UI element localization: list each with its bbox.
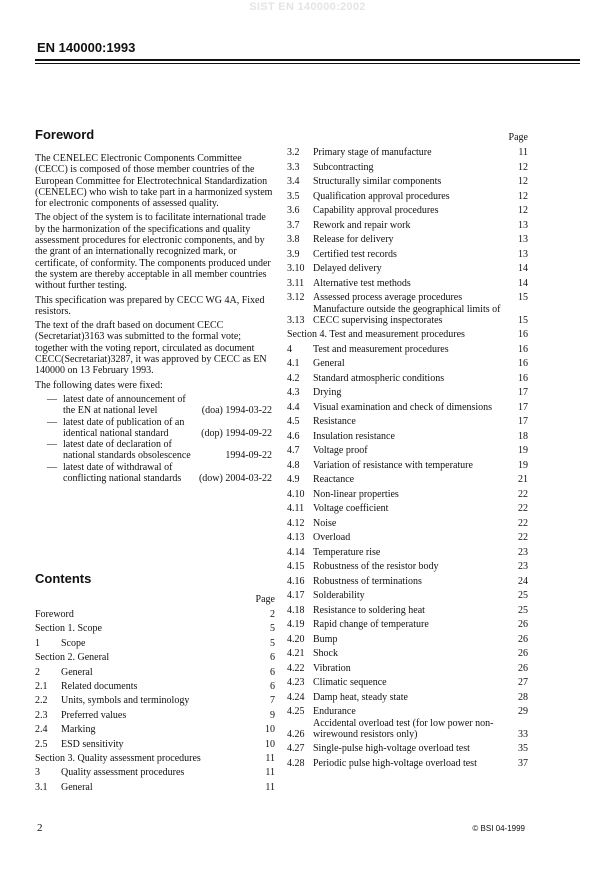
toc-entry-title: Damp heat, steady state [313,691,408,703]
toc-entry-number: 4.1 [287,358,300,370]
toc-entry-title: Reactance [313,474,355,486]
toc-entry-number: 2.3 [35,709,48,721]
toc-entry[interactable] [35,606,275,620]
toc-entry-number: 3.11 [287,277,305,289]
toc-entry-page: 6 [270,666,275,678]
toc-entry[interactable] [287,231,528,246]
toc-entry-title: Noise [313,517,337,529]
toc-entry-number: 4.21 [287,648,305,660]
toc-entry-title: Primary stage of manufacture [313,147,432,159]
dash-bullet: — [47,439,57,451]
dash-bullet: — [47,416,57,428]
copyright: © BSI 04-1999 [472,824,525,833]
toc-entry-title: Single-pulse high-voltage overload test [313,743,470,755]
toc-entry[interactable] [35,635,275,649]
date-label: latest date of declaration of national standards obsolescence [63,439,191,462]
foreword-paragraph: The CENELEC Electronic Components Committee (CECC) is composed of those member countries of the European Committee for Electrotechnical Standardization (CENELEC) who wish to take part in a harmonized system for electronic components of assessed quality. [35,153,273,210]
toc-entry-title: Standard atmospheric conditions [313,372,445,384]
toc-entry-title: Units, symbols and terminology [61,695,190,707]
toc-entry-page: 24 [518,575,528,587]
toc-entry-number: 4.18 [287,604,305,616]
document-id: EN 140000:1993 [37,40,136,55]
dash-bullet: — [47,393,57,405]
toc-entry-page: 12 [518,205,528,217]
toc-entry[interactable] [287,529,528,544]
toc-entry[interactable] [287,616,528,631]
toc-entry[interactable] [287,740,528,755]
toc-entry-number: 2.1 [35,681,48,693]
contents-list-left [35,606,275,793]
toc-entry-number: 2.5 [35,738,48,750]
toc-entry-title: Qualification approval procedures [313,190,450,202]
toc-entry-title: Section 2. General [35,652,110,664]
toc-entry[interactable] [287,674,528,689]
toc-entry-number: 4.3 [287,387,300,399]
page-number: 2 [37,822,43,834]
toc-entry-page: 13 [518,248,528,260]
toc-entry-page: 14 [518,277,528,289]
toc-entry-title: Preferred values [61,709,127,721]
toc-entry[interactable] [287,515,528,530]
toc-entry-number: 3.3 [287,161,300,173]
toc-entry-page: 22 [518,488,528,500]
toc-entry-page: 2 [270,609,275,621]
toc-entry-number: 4.25 [287,706,305,718]
toc-entry-number: 4.28 [287,757,305,769]
date-value: (dop) 1994-09-22 [201,427,272,439]
toc-entry-page: 19 [518,459,528,471]
contents-continued [287,131,528,769]
toc-entry[interactable] [287,144,528,159]
page-column-label: Page [255,594,275,605]
toc-entry-number: 2.4 [35,724,48,736]
date-item [35,462,275,485]
date-value: (doa) 1994-03-22 [201,405,272,417]
toc-entry-page: 12 [518,161,528,173]
toc-entry-title: Structurally similar components [313,176,442,188]
toc-entry-title: Subcontracting [313,161,374,173]
toc-entry-number: 4.27 [287,743,305,755]
toc-entry-page: 15 [518,292,528,304]
toc-entry-title: General [313,358,345,370]
toc-entry-number: 4.10 [287,488,305,500]
toc-entry[interactable] [287,188,528,203]
toc-entry[interactable] [35,721,275,735]
toc-entry[interactable] [287,587,528,602]
toc-entry[interactable] [287,442,528,457]
toc-entry-page: 26 [518,619,528,631]
toc-entry[interactable] [287,573,528,588]
toc-entry[interactable] [287,326,528,341]
toc-entry-page: 25 [518,590,528,602]
toc-entry-title: ESD sensitivity [61,738,124,750]
toc-entry-page: 22 [518,517,528,529]
toc-entry-title: Section 4. Test and measurement procedures [287,329,465,341]
date-item [35,439,275,462]
page-column-label: Page [508,132,528,143]
toc-entry-number: 4.9 [287,474,300,486]
toc-entry[interactable] [287,544,528,559]
toc-entry[interactable] [287,355,528,370]
toc-entry-page: 6 [270,652,275,664]
toc-entry-page: 16 [518,329,528,341]
toc-entry-title: Endurance [313,706,356,718]
toc-entry-page: 26 [518,648,528,660]
toc-entry-number: 4.15 [287,561,305,573]
toc-entry-page: 29 [518,706,528,718]
toc-entry-number: 3.2 [287,147,300,159]
toc-entry[interactable] [287,384,528,399]
toc-entry-number: 4.6 [287,430,300,442]
toc-entry[interactable] [287,471,528,486]
toc-entry-title: Rapid change of temperature [313,619,429,631]
toc-entry-title: Overload [313,532,351,544]
toc-entry-number: 3.8 [287,234,300,246]
toc-entry-title: Vibration [313,662,351,674]
toc-entry[interactable] [287,173,528,188]
toc-entry[interactable] [35,678,275,692]
toc-entry-title: Visual examination and check of dimensions [313,401,493,413]
toc-entry[interactable] [35,750,275,764]
toc-entry[interactable] [35,764,275,778]
date-value: (dow) 2004-03-22 [198,473,272,485]
toc-entry[interactable] [287,457,528,472]
toc-entry[interactable] [35,779,275,793]
toc-entry-number: 2.2 [35,695,48,707]
header-rule [35,59,580,61]
toc-entry-title: Bump [313,633,338,645]
toc-entry-title: Rework and repair work [313,219,411,231]
toc-entry[interactable] [287,370,528,385]
toc-entry-title: Variation of resistance with temperature [313,459,473,471]
toc-entry[interactable] [287,703,528,718]
foreword-paragraph: This specification was prepared by CECC WG 4A, Fixed resistors. [35,294,265,317]
toc-entry[interactable] [287,718,528,741]
toc-entry-page: 35 [518,743,528,755]
toc-entry-number: 3.6 [287,205,300,217]
toc-entry[interactable] [287,755,528,770]
toc-entry-number: 4 [287,343,292,355]
toc-entry-number: 4.13 [287,532,305,544]
toc-entry-page: 16 [518,358,528,370]
toc-entry-title: Insulation resistance [313,430,395,442]
toc-entry[interactable] [287,275,528,290]
toc-entry-number: 1 [35,637,40,649]
toc-entry[interactable] [287,217,528,232]
toc-entry-title: Shock [313,648,338,660]
toc-entry-number: 4.8 [287,459,300,471]
toc-entry-page: 10 [265,724,275,736]
toc-entry[interactable] [35,692,275,706]
foreword-paragraph: The object of the system is to facilitate international trade by the harmonization of the specifications and quality assessment procedures for electronic components, and by the grant of an internationally recognized mark, or certificate, of conformity. The components produced under the system are thereby acceptable in all member countries without further testing. [35,212,271,292]
toc-entry-number: 4.26 [287,728,305,740]
toc-entry[interactable] [287,660,528,675]
toc-entry-number: 2 [35,666,40,678]
toc-entry[interactable] [287,246,528,261]
toc-entry-page: 21 [518,474,528,486]
toc-entry-page: 5 [270,623,275,635]
foreword-paragraph: The text of the draft based on document CECC (Secretariat)3163 was submitted to the formal vote; together with the voting report, circulated as document CECC(Secretariat)3287, it was approved by CECC as EN 140000 on 13 February 1993. [35,320,267,377]
toc-entry-page: 11 [265,781,275,793]
toc-entry-page: 25 [518,604,528,616]
toc-entry-page: 17 [518,387,528,399]
toc-entry-page: 22 [518,503,528,515]
foreword-heading: Foreword [35,127,95,142]
toc-entry[interactable] [35,707,275,721]
toc-entry-title: Alternative test methods [313,277,411,289]
header-rule-thin [35,63,580,64]
toc-entry[interactable] [287,500,528,515]
toc-entry[interactable] [287,428,528,443]
contents-heading: Contents [35,571,92,586]
toc-entry-title: Robustness of terminations [313,575,422,587]
toc-entry-number: 4.5 [287,416,300,428]
toc-entry[interactable] [287,645,528,660]
toc-entry-number: 4.17 [287,590,305,602]
toc-entry[interactable] [287,631,528,646]
toc-entry-page: 16 [518,372,528,384]
toc-entry[interactable] [287,260,528,275]
toc-entry-page: 37 [518,757,528,769]
dash-bullet: — [47,461,57,473]
foreword-section [35,126,275,484]
toc-entry-page: 12 [518,176,528,188]
contents-list-right [287,144,528,769]
toc-entry-number: 3.5 [287,190,300,202]
toc-entry-number: 3.9 [287,248,300,260]
date-item [35,394,275,417]
date-value: 1994-09-22 [225,450,272,462]
toc-entry-number: 4.16 [287,575,305,587]
toc-entry-title: Assessed process average procedures [313,292,463,304]
watermark: SIST EN 140000:2002 [249,1,366,13]
toc-entry-page: 12 [518,190,528,202]
toc-entry-title: Solderability [313,590,365,602]
toc-entry-number: 3.7 [287,219,300,231]
toc-entry-title: Quality assessment procedures [61,767,185,779]
toc-entry-number: 3.1 [35,781,48,793]
toc-entry-number: 4.4 [287,401,300,413]
toc-entry-page: 18 [518,430,528,442]
toc-entry-number: 4.20 [287,633,305,645]
toc-entry[interactable] [287,486,528,501]
toc-entry-title: Resistance to soldering heat [313,604,425,616]
toc-entry-title: Resistance [313,416,356,428]
toc-entry[interactable] [287,413,528,428]
toc-entry[interactable] [35,649,275,663]
toc-entry-page: 27 [518,677,528,689]
toc-entry-number: 3 [35,767,40,779]
toc-entry-page: 9 [270,709,275,721]
toc-entry-title: Manufacture outside the geographical limits of CECC supervising inspectorates [313,303,501,326]
toc-entry-page: 16 [518,343,528,355]
toc-entry[interactable] [35,620,275,634]
toc-entry[interactable] [287,689,528,704]
toc-entry-title: Scope [61,637,86,649]
toc-entry-number: 4.24 [287,691,305,703]
toc-entry[interactable] [287,159,528,174]
toc-entry-title: Certified test records [313,248,397,260]
contents-section [35,570,275,793]
toc-entry-title: Temperature rise [313,546,381,558]
toc-entry-page: 11 [265,767,275,779]
toc-entry-title: Non-linear properties [313,488,399,500]
toc-entry-title: Section 1. Scope [35,623,102,635]
toc-entry-page: 14 [518,263,528,275]
foreword-paragraph: The following dates were fixed: [35,379,163,391]
toc-entry-page: 6 [270,681,275,693]
toc-entry-page: 11 [265,753,275,764]
toc-entry-number: 4.2 [287,372,300,384]
toc-entry[interactable] [35,664,275,678]
toc-entry-page: 15 [518,314,528,326]
toc-entry-page: 23 [518,561,528,573]
toc-entry-number: 4.14 [287,546,305,558]
toc-entry-page: 13 [518,219,528,231]
toc-entry-page: 23 [518,546,528,558]
toc-entry[interactable] [287,304,528,327]
toc-entry-title: Foreword [35,609,74,621]
toc-entry[interactable] [287,341,528,356]
toc-entry-page: 17 [518,416,528,428]
toc-entry-title: Delayed delivery [313,263,382,275]
toc-entry-title: Periodic pulse high-voltage overload test [313,757,477,769]
toc-entry-title: Marking [61,724,96,736]
toc-entry-title: Section 3. Quality assessment procedures [35,753,201,764]
toc-entry-number: 3.13 [287,314,305,326]
toc-entry-page: 26 [518,633,528,645]
toc-entry-number: 3.4 [287,176,300,188]
toc-entry-number: 3.12 [287,292,305,304]
toc-entry[interactable] [35,736,275,750]
toc-entry-title: Robustness of the resistor body [313,561,439,573]
toc-entry-title: Drying [313,387,342,399]
toc-entry-title: Related documents [61,681,138,693]
toc-entry[interactable] [287,202,528,217]
toc-entry[interactable] [287,602,528,617]
toc-entry-title: Accidental overload test (for low power non-wirewound resistors only) [313,717,494,740]
toc-entry-title: General [61,666,93,678]
toc-entry-number: 4.23 [287,677,305,689]
toc-entry-title: Release for delivery [313,234,394,246]
toc-entry-title: General [61,781,93,793]
toc-entry-page: 33 [518,728,528,740]
toc-entry[interactable] [287,558,528,573]
toc-entry-page: 11 [518,147,528,159]
toc-entry-title: Test and measurement procedures [313,343,449,355]
dates-list [35,394,275,484]
toc-entry-page: 10 [265,738,275,750]
toc-entry-number: 4.19 [287,619,305,631]
toc-entry-title: Climatic sequence [313,677,387,689]
toc-entry-number: 3.10 [287,263,305,275]
toc-entry-title: Voltage coefficient [313,503,389,515]
toc-entry[interactable] [287,399,528,414]
toc-entry-page: 19 [518,445,528,457]
toc-entry-page: 7 [270,695,275,707]
toc-entry-page: 22 [518,532,528,544]
toc-entry-number: 4.22 [287,662,305,674]
date-label: latest date of withdrawal of conflicting national standards [63,461,182,485]
toc-entry-page: 28 [518,691,528,703]
toc-entry[interactable] [287,289,528,304]
toc-entry-title: Capability approval procedures [313,205,439,217]
toc-entry-title: Voltage proof [313,445,368,457]
date-label: latest date of announcement of the EN at national level [63,393,186,417]
toc-entry-number: 4.12 [287,517,305,529]
toc-entry-page: 5 [270,637,275,649]
date-item [35,417,275,440]
toc-entry-page: 13 [518,234,528,246]
toc-entry-page: 26 [518,662,528,674]
date-label: latest date of publication of an identical national standard [63,416,185,439]
toc-entry-number: 4.11 [287,503,305,515]
toc-entry-number: 4.7 [287,445,300,457]
toc-entry-page: 17 [518,401,528,413]
